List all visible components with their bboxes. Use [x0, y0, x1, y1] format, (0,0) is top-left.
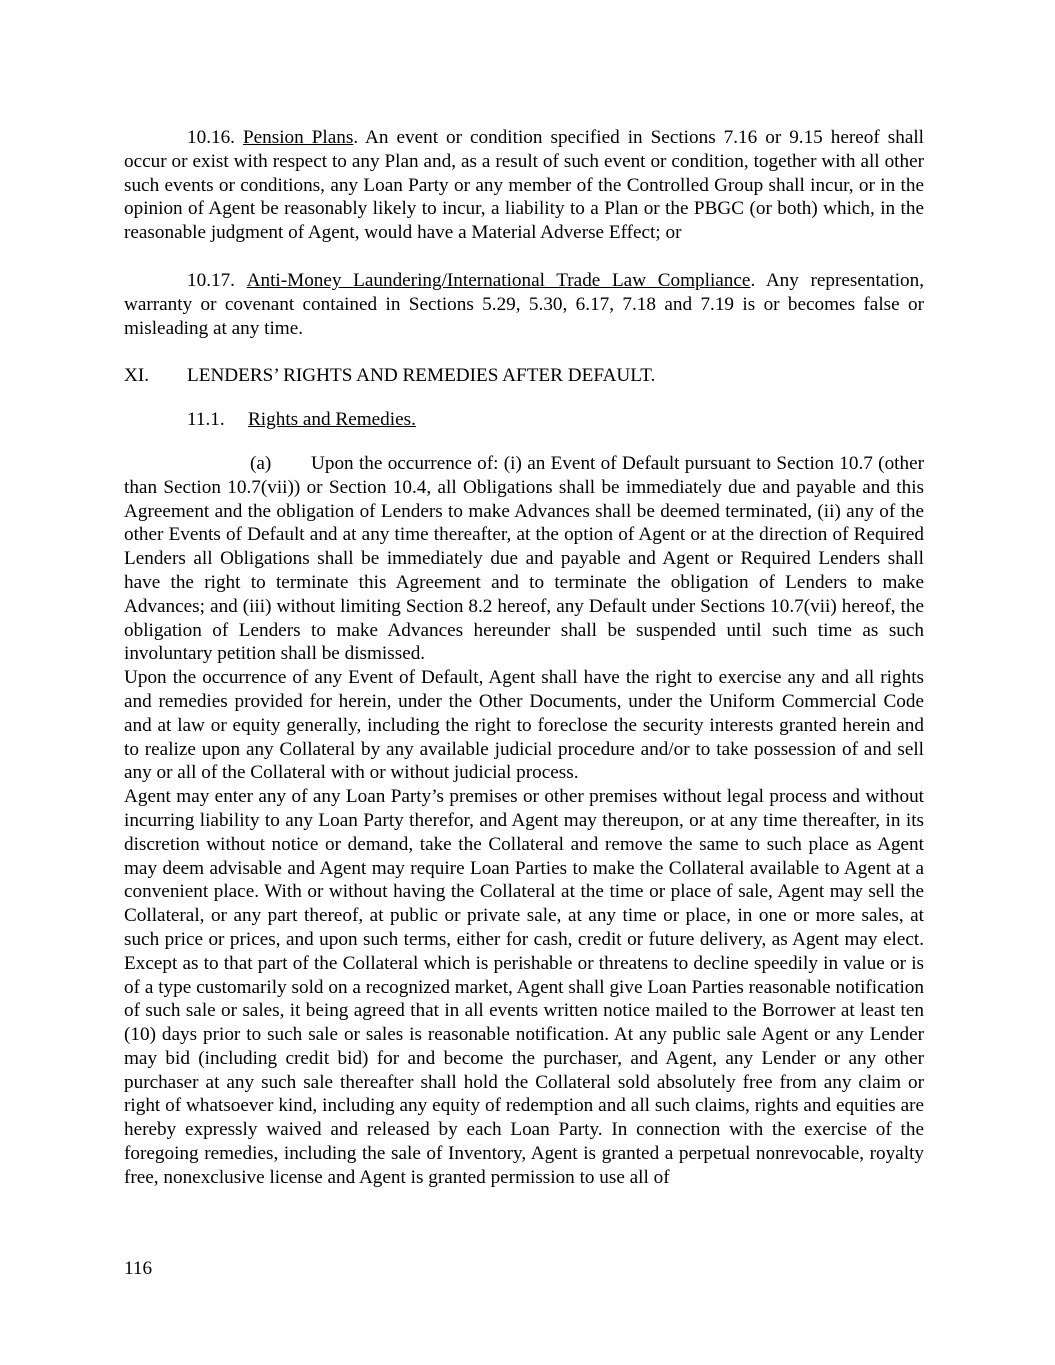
section-11-1-a-continued-1 [124, 666, 924, 785]
section-10-17-paragraph [124, 269, 924, 340]
section-10-17-number: 10.17. [187, 269, 235, 291]
article-11-heading [124, 364, 924, 388]
section-10-16-title: Pension Plans [242, 127, 354, 148]
section-11-1-a-paragraph [124, 452, 924, 666]
section-11-1-heading [124, 408, 924, 432]
article-11-title: LENDERS’ RIGHTS AND REMEDIES AFTER DEFAULT. [187, 365, 656, 387]
section-11-1-a-body-2: Upon the occurrence of any Event of Default, Agent shall have the right to exercise any and all rights and remedies provided for herein, under the Other Documents, under the Uniform Commercial Code and at law or equity generally, including the right to foreclose the security interests granted herein and to realize upon any Collateral by any available judicial procedure and/or to take possession of and sell any or all of the Collateral with or without judicial process. [124, 667, 924, 784]
section-11-1-a-body-1: Upon the occurrence of: (i) an Event of Default pursuant to Section 10.7 (other than Section 10.7(vii)) or Section 10.4, all Obligations shall be immediately due and payable and this Agreement and the obligation of Lenders to make Advances shall be deemed terminated, (ii) any of the other Events of Default and at any time thereafter, at the option of Agent or at the direction of Required Lenders all Obligations shall be immediately due and payable and Agent or Required Lenders shall have the right to terminate this Agreement and to terminate the obligation of Lenders to make Advances; and (iii) without limiting Section 8.2 hereof, any Default under Sections 10.7(vii) hereof, the obligation of Lenders to make Advances hereunder shall be suspended until such time as such involuntary petition shall be dismissed. [124, 452, 924, 665]
section-11-1-a-body-3: Agent may enter any of any Loan Party’s premises or other premises without legal process and without incurring liability to any Loan Party therefor, and Agent may thereupon, or at any time thereafter, in its discretion without notice or demand, take the Collateral and remove the same to such place as Agent may deem advisable and Agent may require Loan Parties to make the Collateral available to Agent at a convenient place. With or without having the Collateral at the time or place of sale, Agent may sell the Collateral, or any part thereof, at public or private sale, at any time or place, in one or more sales, at such price or prices, and upon such terms, either for cash, credit or future delivery, as Agent may elect. Except as to that part of the Collateral which is perishable or threatens to decline speedily in value or is of a type customarily sold on a recognized market, Agent shall give Loan Parties reasonable notification of such sale or sales, it being agreed that in all events written notice mailed to the Borrower at least ten (10) days prior to such sale or sales is reasonable notification. At any public sale Agent or any Lender may bid (including credit bid) for and become the purchaser, and Agent, any Lender or any other purchaser at any such sale thereafter shall hold the Collateral sold absolutely free from any claim or right of whatsoever kind, including any equity of redemption and all such claims, rights and equities are hereby expressly waived and released by each Loan Party. In connection with the exercise of the foregoing remedies, including the sale of Inventory, Agent is granted a perpetual nonrevocable, royalty free, nonexclusive license and Agent is granted permission to use all of [124, 786, 924, 1188]
article-11-number: XI. [124, 365, 150, 387]
section-10-17-title: Anti-Money Laundering/International Trade Law Compliance [246, 269, 751, 291]
section-11-1-a-continued-2 [124, 785, 924, 1190]
section-10-17-body: . Any representation, warranty or covenant contained in Sections 5.29, 5.30, 6.17, 7.18 and 7.19 is or becomes false or misleading at any time. [124, 269, 925, 339]
section-11-1-number: 11.1. [187, 409, 225, 431]
section-10-16-paragraph [124, 126, 924, 245]
section-11-1-a-label: (a) [250, 452, 272, 474]
document-page [124, 126, 924, 1190]
section-10-16-body: . An event or condition specified in Sections 7.16 or 9.15 hereof shall occur or exist with respect to any Plan and, as a result of such event or condition, together with all other such events or conditions, any Loan Party or any member of the Controlled Group shall incur, or in the opinion of Agent be reasonably likely to incur, a liability to a Plan or the PBGC (or both) which, in the reasonable judgment of Agent, would have a Material Adverse Effect; or [124, 127, 924, 244]
section-11-1-title: Rights and Remedies. [248, 409, 416, 431]
page-number: 116 [124, 1258, 153, 1279]
section-10-16-number: 10.16. [187, 127, 235, 148]
